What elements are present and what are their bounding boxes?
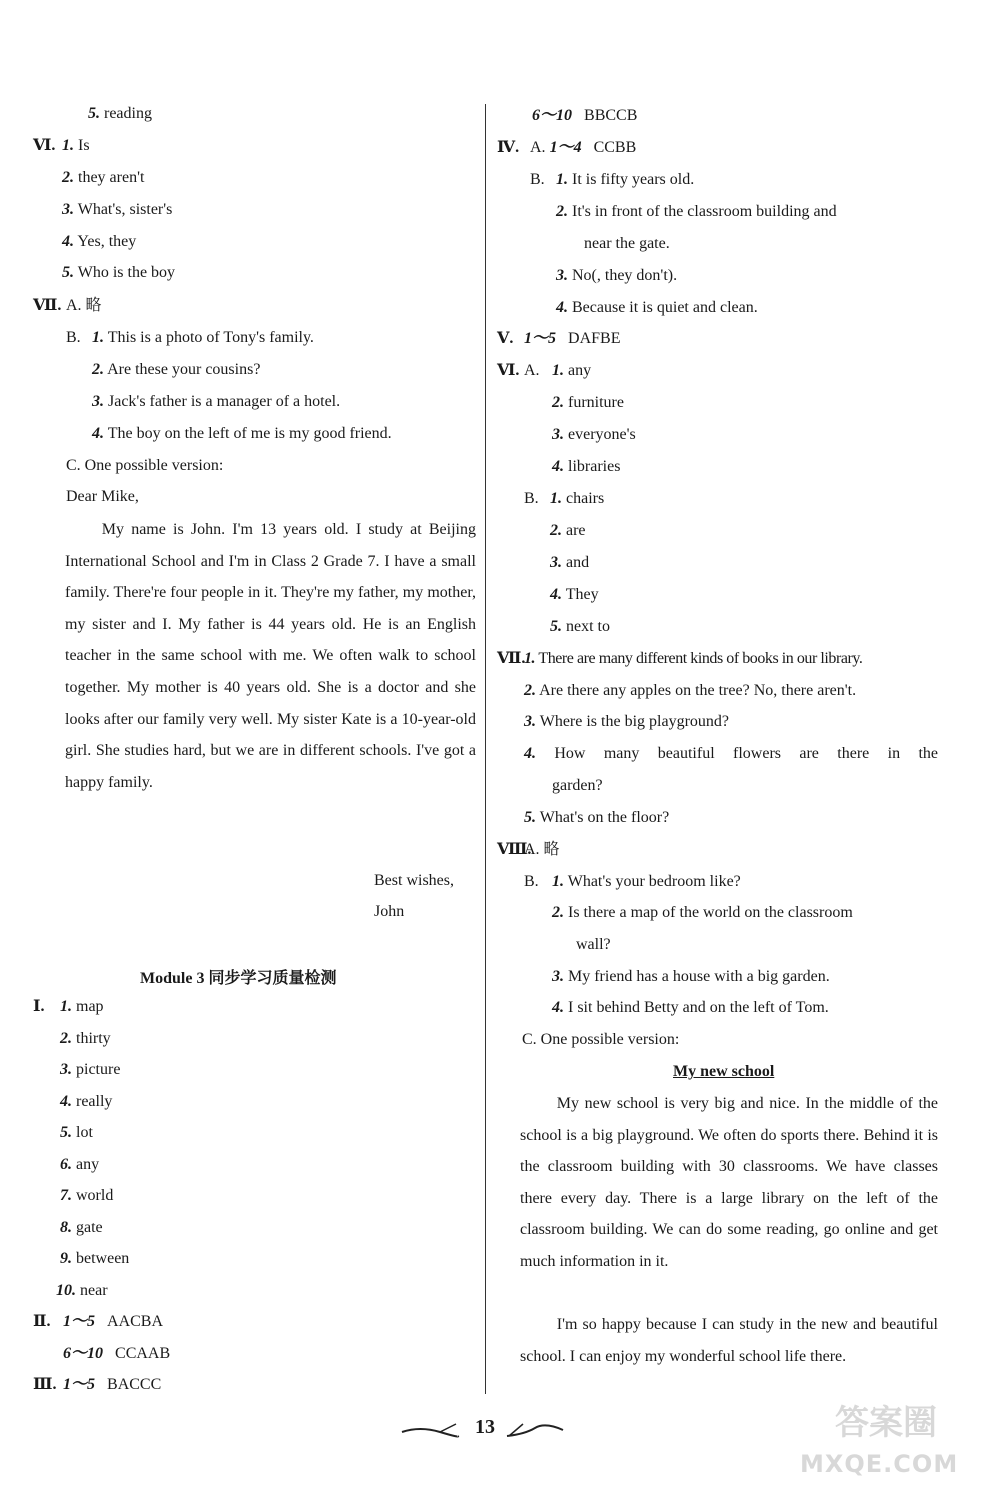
section-label: Ⅱ. (33, 1313, 51, 1330)
answer-range: 1～5 BACCC (63, 1376, 162, 1393)
sub-label: B. (524, 873, 539, 890)
sub-label: B. (530, 171, 545, 188)
list-item: 5. lot (60, 1124, 93, 1141)
essay-paragraph: My new school is very big and nice. In the middle of the school is a big playground. We often do sports there. Behind it is the classroom building with 30 classrooms. We have classes there every day. There is a large library on the left of the classroom building. We can do some reading, go online and get much information in it. (520, 1095, 938, 1270)
watermark-url: MXQE.COM (800, 1450, 959, 1478)
list-item: 4. libraries (552, 458, 621, 475)
list-item: 2. Is there a map of the world on the classroom (552, 904, 853, 921)
list-item: 2. It's in front of the classroom building and (556, 203, 837, 220)
list-item: 2. they aren't (62, 169, 145, 186)
answer-range: 1～5 DAFBE (524, 330, 621, 347)
list-item: 1. chairs (550, 490, 605, 507)
list-item: 5. What's on the floor? (524, 809, 670, 826)
section-label: Ⅶ. (33, 297, 62, 314)
list-item: 2. Are these your cousins? (92, 361, 261, 378)
page-number: 13 (475, 1416, 495, 1438)
module-title: Module 3 同步学习质量检测 (140, 970, 337, 987)
letter-greeting: Dear Mike, (66, 488, 139, 505)
letter-body: My name is John. I'm 13 years old. I study at Beijing International School and I'm in Class 2 Grade 7. I have a small family. There're four people in it. They're my father, my mother, my sister and I. My father is 44 years old. He is an English teacher in the same school with me. We often walk to school together. My mother is 40 years old. She is a doctor and she looks after our family very well. My sister Kate is a 10-year-old girl. She studies hard, but we are in different schools. I've got a happy family. (65, 521, 476, 791)
list-item: 4. The boy on the left of me is my good friend. (92, 425, 392, 442)
list-item: 3. picture (60, 1061, 121, 1078)
section-label: Ⅵ. (33, 137, 56, 154)
sub-label: A. (524, 362, 540, 379)
list-item: 3. and (550, 554, 590, 571)
section-label: Ⅵ. (497, 362, 520, 379)
section-label: Ⅷ. (497, 841, 532, 858)
list-item: 1. Is (62, 137, 90, 154)
list-item: 4. How many beautiful flowers are there in the (524, 745, 938, 762)
list-item: 3. Where is the big playground? (524, 713, 729, 730)
essay-paragraph: I'm so happy because I can study in the new and beautiful school. I can enjoy my wonderful school life there. (520, 1316, 938, 1365)
sub-item: A. 略 (524, 841, 560, 858)
section-label: Ⅶ. (497, 650, 526, 667)
list-item: 4. Yes, they (62, 233, 137, 250)
list-item: 3. Jack's father is a manager of a hotel. (92, 393, 341, 410)
list-item: 8. gate (60, 1219, 103, 1236)
sub-item: A. 略 (66, 297, 102, 314)
answer-range: 6～10 CCAAB (63, 1345, 171, 1362)
watermark-logo: 答案圈 (835, 1403, 937, 1443)
column-divider (485, 104, 486, 1394)
list-item-continued: wall? (576, 936, 611, 953)
list-item: 3. My friend has a house with a big garden. (552, 968, 830, 985)
list-item: 1. There are many different kinds of books in our library. (524, 650, 863, 667)
list-item: 2. Are there any apples on the tree? No, there aren't. (524, 682, 857, 699)
list-item: 1. This is a photo of Tony's family. (92, 329, 314, 346)
list-item: 4. I sit behind Betty and on the left of Tom. (552, 999, 829, 1016)
list-item: 1. any (552, 362, 592, 379)
right-ornament-icon (505, 1420, 565, 1440)
list-item: 10. near (56, 1282, 108, 1299)
answer-range: A. 1～4 CCBB (530, 139, 637, 156)
list-item: 5. reading (88, 105, 152, 122)
letter-signature: John (374, 903, 405, 920)
sub-label: B. (524, 490, 539, 507)
list-item: 1. It is fifty years old. (556, 171, 695, 188)
list-item: 3. everyone's (552, 426, 636, 443)
list-item: 3. What's, sister's (62, 201, 173, 218)
list-item: 1. map (60, 998, 104, 1015)
list-item: 2. are (550, 522, 586, 539)
list-item: 4. They (550, 586, 599, 603)
sub-label: C. One possible version: (522, 1031, 680, 1048)
letter-closing: Best wishes, (374, 872, 454, 889)
list-item: 4. really (60, 1093, 113, 1110)
list-item: 3. No(, they don't). (556, 267, 678, 284)
essay-title: My new school (673, 1063, 775, 1080)
section-label: Ⅴ. (497, 330, 514, 347)
list-item: 5. Who is the boy (62, 264, 176, 281)
list-item: 9. between (60, 1250, 130, 1267)
list-item-continued: garden? (552, 777, 603, 794)
section-label: Ⅳ. (497, 139, 520, 156)
list-item-continued: near the gate. (584, 235, 670, 252)
list-item: 2. thirty (60, 1030, 111, 1047)
list-item: 2. furniture (552, 394, 624, 411)
sub-label: B. (66, 329, 81, 346)
list-item: 1. What's your bedroom like? (552, 873, 741, 890)
sub-label: C. One possible version: (66, 457, 224, 474)
section-label: Ⅲ. (33, 1376, 57, 1393)
answer-range: 1～5 AACBA (63, 1313, 164, 1330)
answer-range: 6～10 BBCCB (532, 107, 638, 124)
section-label: Ⅰ. (33, 998, 45, 1015)
list-item: 7. world (60, 1187, 114, 1204)
list-item: 4. Because it is quiet and clean. (556, 299, 758, 316)
left-ornament-icon (400, 1420, 460, 1440)
list-item: 6. any (60, 1156, 100, 1173)
list-item: 5. next to (550, 618, 610, 635)
